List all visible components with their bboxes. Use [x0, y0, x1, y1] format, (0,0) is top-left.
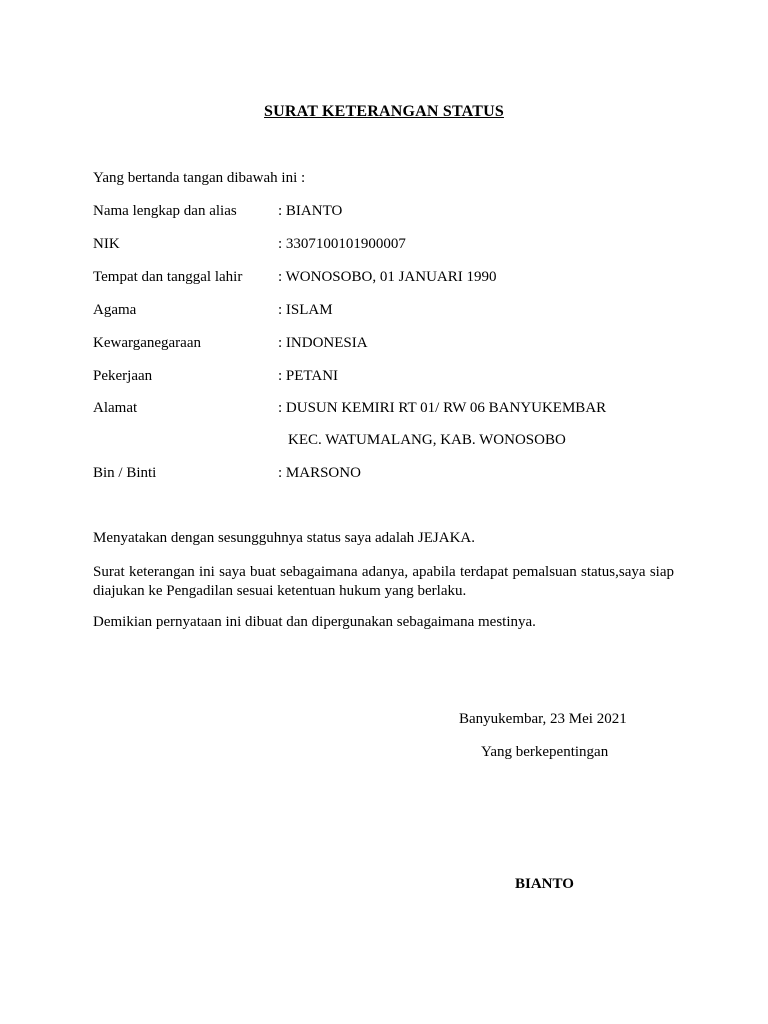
intro-text: Yang bertanda tangan dibawah ini : [93, 170, 306, 186]
document-title: SURAT KETERANGAN STATUS [264, 103, 504, 120]
field-label: Agama [93, 302, 137, 318]
field-value: : MARSONO [278, 465, 361, 481]
signature-role: Yang berkepentingan [481, 744, 609, 760]
field-value: : ISLAM [278, 302, 333, 318]
field-label: Tempat dan tanggal lahir [93, 269, 243, 285]
signature-name: BIANTO [515, 876, 574, 892]
field-value: : 3307100101900007 [278, 236, 406, 252]
closing-paragraph: Demikian pernyataan ini dibuat dan dipergunakan sebagaimana mestinya. [93, 614, 536, 630]
field-label: NIK [93, 236, 120, 252]
declaration-paragraph: Surat keterangan ini saya buat sebagaimana adanya, apabila terdapat pemalsuan status,saya siap diajukan ke Pengadilan sesuai ketentuan hukum yang berlaku. [93, 564, 674, 599]
field-label: Pekerjaan [93, 368, 153, 384]
field-label: Alamat [93, 400, 138, 416]
field-label: Kewarganegaraan [93, 335, 201, 351]
address-continuation: KEC. WATUMALANG, KAB. WONOSOBO [288, 432, 566, 448]
statement-paragraph: Menyatakan dengan sesungguhnya status saya adalah JEJAKA. [93, 530, 475, 546]
field-value: : INDONESIA [278, 335, 368, 351]
signature-place-date: Banyukembar, 23 Mei 2021 [459, 711, 627, 727]
field-value: : WONOSOBO, 01 JANUARI 1990 [278, 269, 497, 285]
field-value: : PETANI [278, 368, 339, 384]
field-label: Nama lengkap dan alias [93, 203, 237, 219]
field-value: : DUSUN KEMIRI RT 01/ RW 06 BANYUKEMBAR [278, 400, 607, 416]
field-label: Bin / Binti [93, 465, 157, 481]
field-value: : BIANTO [278, 203, 343, 219]
